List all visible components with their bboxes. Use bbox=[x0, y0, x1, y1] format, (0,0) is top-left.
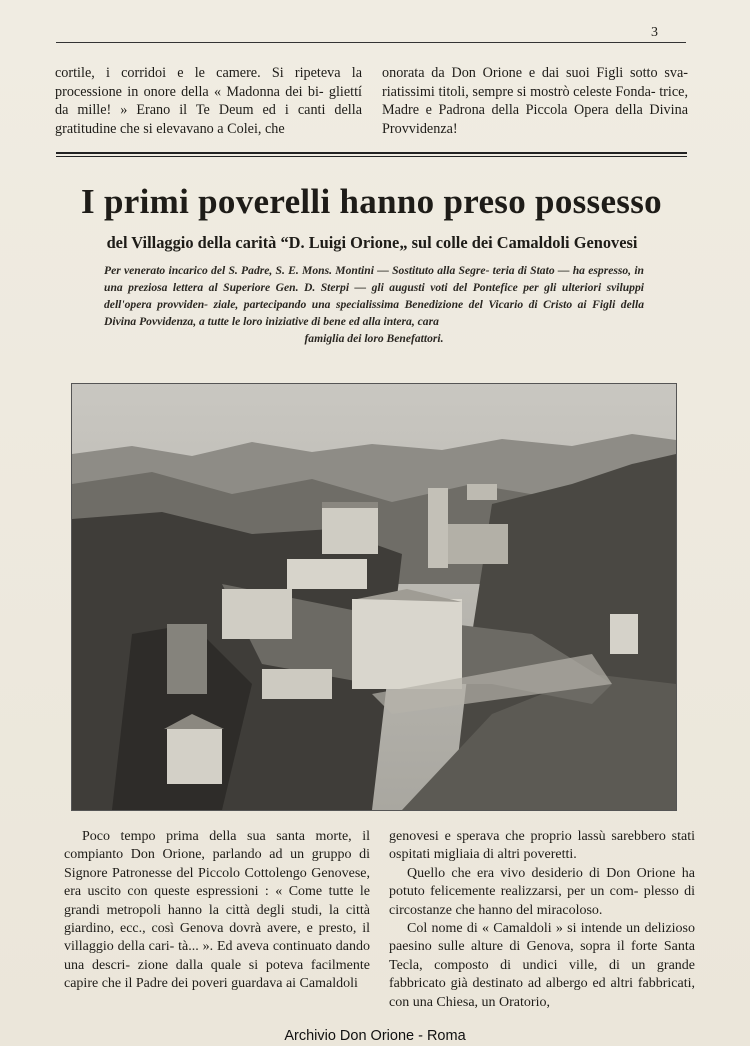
body-right-paragraph-1: genovesi e sperava che proprio lassù sarebbero stati ospitati migliaia di altri poveretti. bbox=[389, 829, 695, 863]
article-body-right bbox=[389, 828, 695, 1012]
continued-text-right: onorata da Don Orione e dai suoi Figli sotto sva- riatissimi titoli, sempre si mostrò celeste Fonda- trice, Madre e Padrona della Piccola Opera della Divina Provvidenza! bbox=[382, 65, 688, 137]
article-headline: I primi poverelli hanno preso possesso bbox=[81, 182, 662, 221]
body-left-paragraph: Poco tempo prima della sua santa morte, il compianto Don Orione, parlando ad un gruppo di Signore Patronesse del Piccolo Cottolengo Genovese, era uscito con queste espressioni : « Come tutte le grandi metropoli hanno la città degli studi, la città giardino, ecc., così Genova dovrà avere, e presto, il villaggio della cari- tà... ». Ed aveva continuato dando una descri- zione dalla quale si poteva facilmente capire che il Padre dei poveri guardava ai Camaldoli bbox=[64, 829, 370, 992]
body-right-paragraph-2: Quello che era vivo desiderio di Don Orione ha potuto felicemente realizzarsi, per un com- plesso di circostanze che hanno del miracoloso. bbox=[389, 865, 695, 918]
archive-footer: Archivio Don Orione - Roma bbox=[284, 1028, 466, 1044]
article-body-left bbox=[64, 828, 370, 994]
page-number: 3 bbox=[651, 25, 658, 40]
article-intro-text: Per venerato incarico del S. Padre, S. E. Mons. Montini — Sostituto alla Segre- teria di Stato — ha espresso, in una preziosa lettera al Superiore Gen. D. Sterpi — gli augusti voti del Pontefice per gli ulteriori sviluppi dell'opera provviden- ziale, partecipando una specialissima Benedizione del Vicario di Cristo ai Figli della Divina Povvidenza, a tutte le loro iniziative di bene ed alla intera, cara bbox=[104, 264, 644, 328]
article-intro bbox=[104, 262, 644, 347]
header-rule bbox=[56, 42, 686, 43]
continued-text-left: cortile, i corridoi e le camere. Si ripeteva la processione in onore della « Madonna dei bi- gliettí da mille! » Erano il Te Deum ed i canti della gratitudine che si elevavano a Colei, che bbox=[55, 65, 362, 137]
article-subtitle: del Villaggio della carità “D. Luigi Orione„ sul colle dei Camaldoli Genovesi bbox=[106, 233, 638, 252]
body-right-paragraph-3: Col nome di « Camaldoli » si intende un delizioso paesino sulle alture di Genova, sopra il forte Santa Tecla, composto di undici ville, di un grande fabbricato già destinato ad albergo ed altri fabbricati, con una Chiesa, un Oratorio, bbox=[389, 921, 695, 1010]
village-photograph bbox=[71, 383, 677, 811]
section-divider bbox=[56, 152, 687, 154]
section-divider-thin bbox=[56, 156, 687, 157]
village-photo-illustration bbox=[72, 384, 676, 810]
article-intro-last-line: famiglia dei loro Benefattori. bbox=[304, 332, 444, 345]
